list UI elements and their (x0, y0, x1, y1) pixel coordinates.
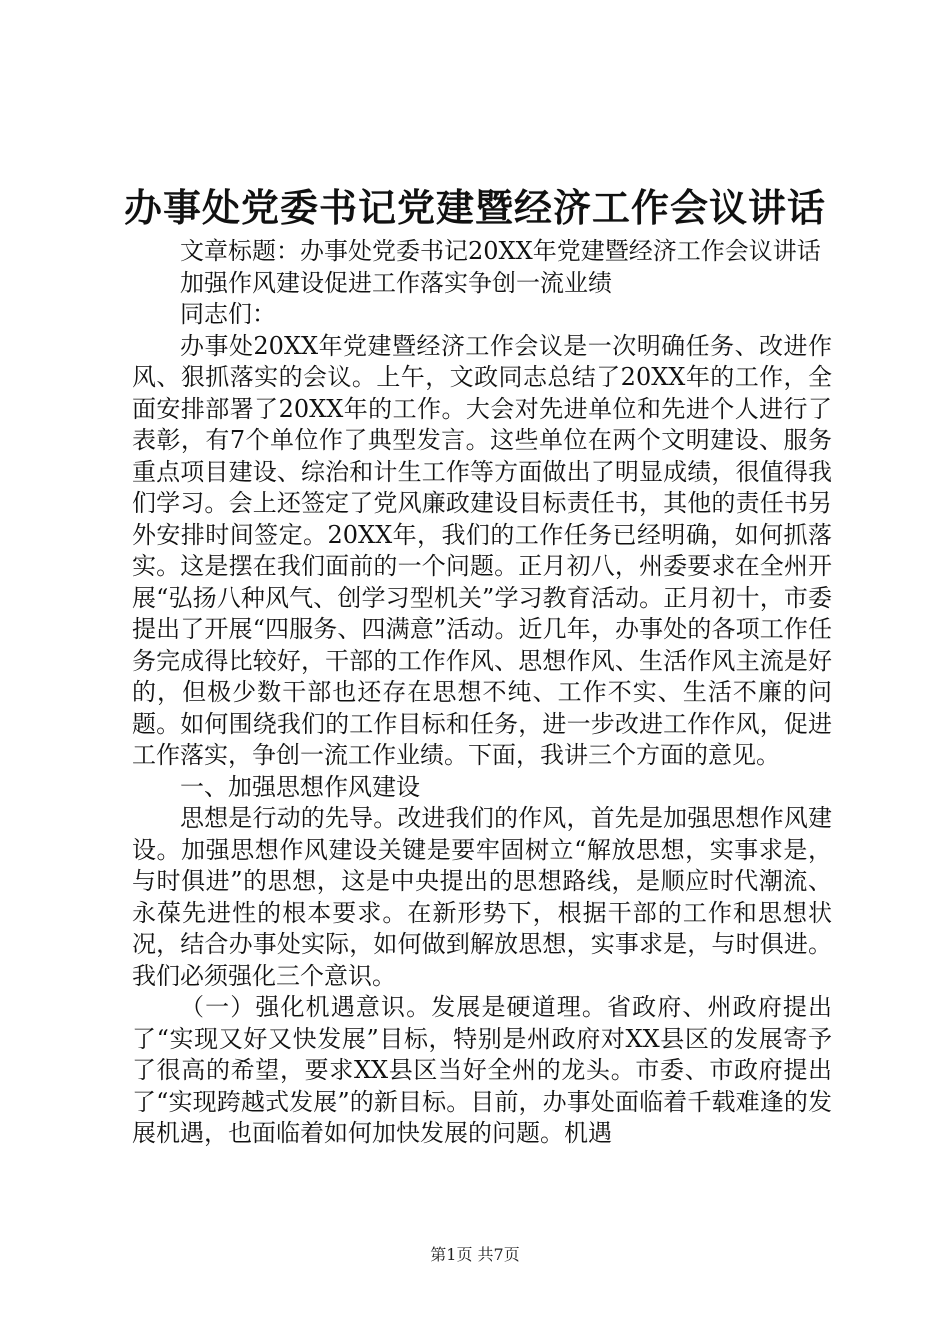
salutation: 同志们： (180, 300, 276, 328)
article-title-line: 文章标题：办事处党委书记20XX年党建暨经济工作会议讲话 (180, 237, 821, 265)
document-body (132, 236, 832, 1150)
section-heading: 一、加强思想作风建设 (180, 772, 420, 801)
document-title: 办事处党委书记党建暨经济工作会议讲话 (123, 185, 826, 230)
body-paragraph: （一）强化机遇意识。发展是硬道理。省政府、州政府提出了“实现又好又快发展”目标，特别是州政府对XX县区的发展寄予了很高的希望，要求XX县区当好全州的龙头。市委、市政府提出了“实现跨越式发展”的新目标。目前，办事处面临着千载难逢的发展机遇，也面临着如何加快发展的问题。机遇 (132, 993, 832, 1147)
page-footer: 第1页 共7页 (430, 1245, 520, 1264)
body-paragraph: 办事处20XX年党建暨经济工作会议是一次明确任务、改进作风、狠抓落实的会议。上午，文政同志总结了20XX年的工作，全面安排部署了20XX年的工作。大会对先进单位和先进个人进行了表彰，有7个单位作了典型发言。这些单位在两个文明建设、服务重点项目建设、综治和计生工作等方面做出了明显成绩，很值得我们学习。会上还签定了党风廉政建设目标责任书，其他的责任书另外安排时间签定。20XX年，我们的工作任务已经明确，如何抓落实。这是摆在我们面前的一个问题。正月初八，州委要求在全州开展“弘扬八种风气、创学习型机关”学习教育活动。正月初十，市委提出了开展“四服务、四满意”活动。近几年，办事处的各项工作任务完成得比较好，干部的工作作风、思想作风、生活作风主流是好的，但极少数干部也还存在思想不纯、工作不实、生活不廉的问题。如何围绕我们的工作目标和任务，进一步改进工作作风，促进工作落实，争创一流工作业绩。下面，我讲三个方面的意见。 (132, 331, 832, 769)
subtitle-line: 加强作风建设促进工作落实争创一流业绩 (180, 268, 612, 297)
body-paragraph: 思想是行动的先导。改进我们的作风，首先是加强思想作风建设。加强思想作风建设关键是要牢固树立“解放思想，实事求是，与时俱进”的思想，这是中央提出的思想路线，是顺应时代潮流、永葆先进性的根本要求。在新形势下，根据干部的工作和思想状况，结合办事处实际，如何做到解放思想，实事求是，与时俱进。我们必须强化三个意识。 (132, 804, 832, 990)
